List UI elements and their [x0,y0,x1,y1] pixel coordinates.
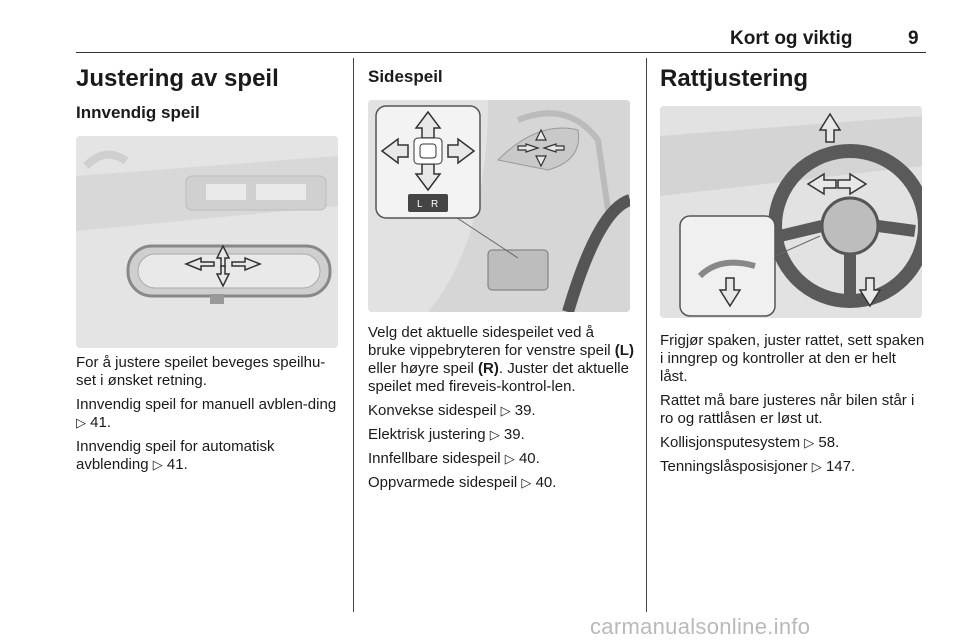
switch-label-right: R [431,199,439,210]
paragraph-side-mirror-intro: Velg det aktuelle sidespeilet ved å bruke vippebryteren for venstre speil (L) eller høyre speil (R). Juster det aktuelle speilet med fireveis-kontrol-len. [368,324,634,395]
column-side-mirrors [368,58,634,492]
section-heading-mirror-adjustment: Justering av speil [76,65,279,92]
page-ref-link[interactable]: 41. [90,414,112,431]
figure-interior-mirror [76,136,338,348]
ref-heated-mirrors: Oppvarmede sidespeil ▷ 40. [368,474,557,491]
paragraph-steering-stationary: Rattet må bare justeres når bilen står i ro og rattlåsen er løst ut. [660,392,915,427]
header-rule [76,52,926,53]
column-steering-adjustment [660,58,926,476]
column-divider-2 [646,58,647,612]
paragraph-manual-dimming: Innvendig speil for manuell avblen-ding ▷ 41. [76,396,337,431]
page-ref-arrow-icon: ▷ [521,475,532,490]
page-ref-arrow-icon: ▷ [152,457,163,472]
figure-side-mirror-switch [368,100,630,312]
page-ref-link[interactable]: 147. [825,458,856,475]
page-ref-link[interactable]: 58. [818,434,840,451]
page-ref-arrow-icon: ▷ [804,435,815,450]
paragraph-steering-release: Frigjør spaken, juster rattet, sett spaken i inngrep og kontroller at den er helt låst. [660,332,925,385]
ref-airbag-system: Kollisjonsputesystem ▷ 58. [660,434,840,451]
page-number: 9 [908,28,919,49]
page-ref-link[interactable]: 39. [503,426,525,443]
watermark: carmanualsonline.info [590,614,811,639]
column-divider-1 [353,58,354,612]
page-ref-arrow-icon: ▷ [811,459,822,474]
column-interior-mirror [76,58,342,474]
subheading-side-mirrors: Sidespeil [368,67,443,86]
page-ref-link[interactable]: 41. [166,456,188,473]
subheading-interior-mirror: Innvendig speil [76,103,200,122]
section-heading-steering: Rattjustering [660,65,809,92]
ref-convex-mirrors: Konvekse sidespeil ▷ 39. [368,402,536,419]
paragraph-mirror-adjust: For å justere speilet beveges speilhu-set i ønsket retning. [76,354,326,389]
page-ref-link[interactable]: 39. [514,402,536,419]
figure-steering-wheel [660,106,922,318]
running-header-title: Kort og viktig [730,28,853,49]
page-ref-arrow-icon: ▷ [500,403,511,418]
page-ref-arrow-icon: ▷ [504,451,515,466]
ref-ignition-positions: Tenningslåsposisjoner ▷ 147. [660,458,856,475]
paragraph-auto-dimming: Innvendig speil for automatisk avblending ▷ 41. [76,438,275,473]
page-ref-link[interactable]: 40. [535,474,557,491]
page-ref-link[interactable]: 40. [518,450,540,467]
ref-folding-mirrors: Innfellbare sidespeil ▷ 40. [368,450,540,467]
page-ref-arrow-icon: ▷ [489,427,500,442]
page-ref-arrow-icon: ▷ [76,415,86,430]
ref-electric-adjust: Elektrisk justering ▷ 39. [368,426,525,443]
switch-label-left: L [417,199,423,210]
